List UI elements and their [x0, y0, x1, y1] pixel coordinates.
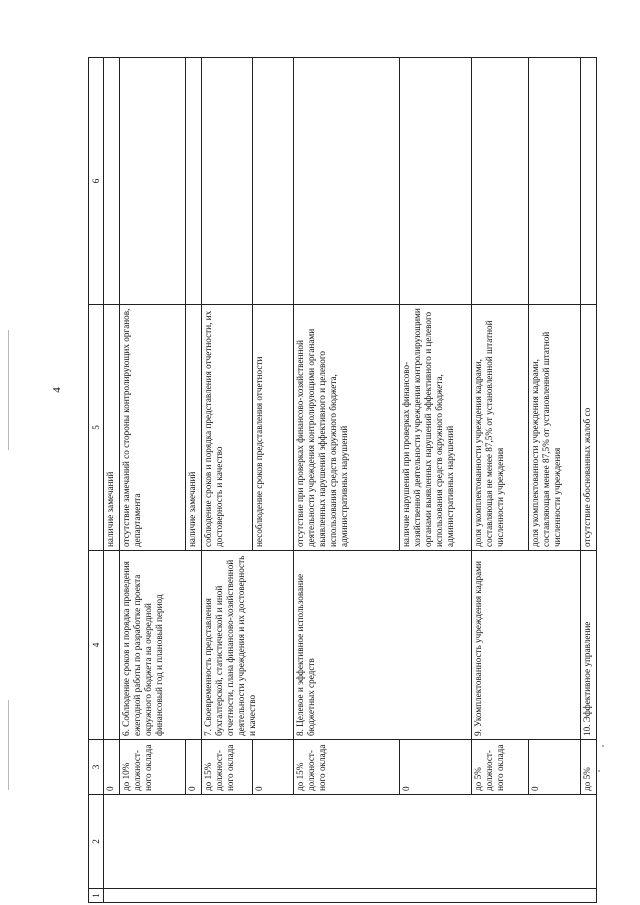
scan-edge-line — [8, 330, 9, 450]
table-row — [580, 58, 596, 903]
cell-condition: наличие замечаний — [104, 305, 120, 551]
cell-condition: наличие нарушений при проверках финансово-хозяйственной деятельности учреждения контролирующими органами выявленных нарушений эффективного и целевого использования средств окружного бюджета, административных нарушений — [400, 305, 472, 551]
scan-speck — [602, 745, 604, 747]
cell-col6 — [120, 58, 186, 305]
scan-speck — [598, 770, 600, 772]
cell-col2 — [104, 795, 597, 889]
rotated-table-container — [88, 58, 597, 903]
cell-col1 — [104, 889, 597, 903]
col-header: 2 — [89, 795, 104, 889]
scan-edge-line — [8, 700, 9, 790]
col-header: 6 — [89, 58, 104, 305]
cell-allowance: 0 — [400, 740, 472, 795]
table-row — [471, 58, 528, 903]
cell-allowance: до 15% должност-ного оклада — [293, 740, 399, 795]
cell-criterion: 10. Эффективное управление — [580, 551, 596, 740]
table-row — [120, 58, 186, 903]
cell-allowance: до 15% должност-ного оклада — [202, 740, 253, 795]
col-header: 1 — [89, 889, 104, 903]
table-row — [400, 58, 472, 903]
cell-condition: несоблюдение сроков представления отчетности — [253, 305, 294, 551]
cell-allowance: до 10% должност-ного оклада — [120, 740, 186, 795]
cell-condition: доля укомплектованности учреждения кадрами, составляющая не менее 87,5% от установленной штатной численности учреждения — [471, 305, 528, 551]
col-header: 4 — [89, 551, 104, 740]
cell-condition: наличие замечаний — [186, 305, 202, 551]
table-row — [293, 58, 399, 903]
col-header: 5 — [89, 305, 104, 551]
cell-col6 — [293, 58, 399, 305]
cell-allowance: 0 — [104, 740, 120, 795]
cell-col6 — [104, 58, 120, 305]
cell-condition: соблюдение сроков и порядка представления отчетности, их достоверность и качество — [202, 305, 253, 551]
table-row — [104, 58, 120, 903]
cell-condition: отсутствие при проверках финансово-хозяйственной деятельности учреждения контролирующими органами выявленных нарушений эффективного и целевого использования средств окружного бюджета, административных нарушений — [293, 305, 399, 551]
cell-col6 — [580, 58, 596, 305]
cell-allowance: до 5% — [580, 740, 596, 795]
cell-condition: доля укомплектованности учреждения кадрами, составляющая менее 87,5% от установленной штатной численности учреждения — [528, 305, 580, 551]
col-header: 3 — [89, 740, 104, 795]
cell-col6 — [202, 58, 253, 305]
table-row — [202, 58, 253, 903]
cell-criterion: 8. Целевое и эффективное использование бюджетных средств — [293, 551, 471, 740]
table-row — [528, 58, 580, 903]
cell-allowance: 0 — [528, 740, 580, 795]
cell-allowance: 0 — [253, 740, 294, 795]
cell-col6 — [253, 58, 294, 305]
cell-col6 — [186, 58, 202, 305]
cell-criterion: 6. Соблюдение сроков и порядка проведения ежегодной работы по разработке проекта окружного бюджета на очередной финансовый год и плановый период — [120, 551, 202, 740]
cell-criterion — [104, 551, 120, 740]
cell-col6 — [400, 58, 472, 305]
cell-criterion: 7. Своевременность представления бухгалтерской, статистической и иной отчетности, плана финансово-хозяйственной деятельности учреждения и их достоверность и качество — [202, 551, 293, 740]
header-row — [89, 58, 104, 903]
table-row — [253, 58, 294, 903]
cell-condition: отсутствие замечаний со стороны контролирующих органов, департамента — [120, 305, 186, 551]
cell-criterion: 9. Укомплектованность учреждения кадрами — [471, 551, 580, 740]
cell-condition: отсутствие обоснованных жалоб со — [580, 305, 596, 551]
cell-col6 — [528, 58, 580, 305]
cell-col6 — [471, 58, 528, 305]
table-row — [186, 58, 202, 903]
criteria-table — [88, 57, 597, 903]
cell-allowance: до 5% должност-ного оклада — [471, 740, 528, 795]
page-number: 4 — [50, 387, 63, 393]
cell-allowance: 0 — [186, 740, 202, 795]
